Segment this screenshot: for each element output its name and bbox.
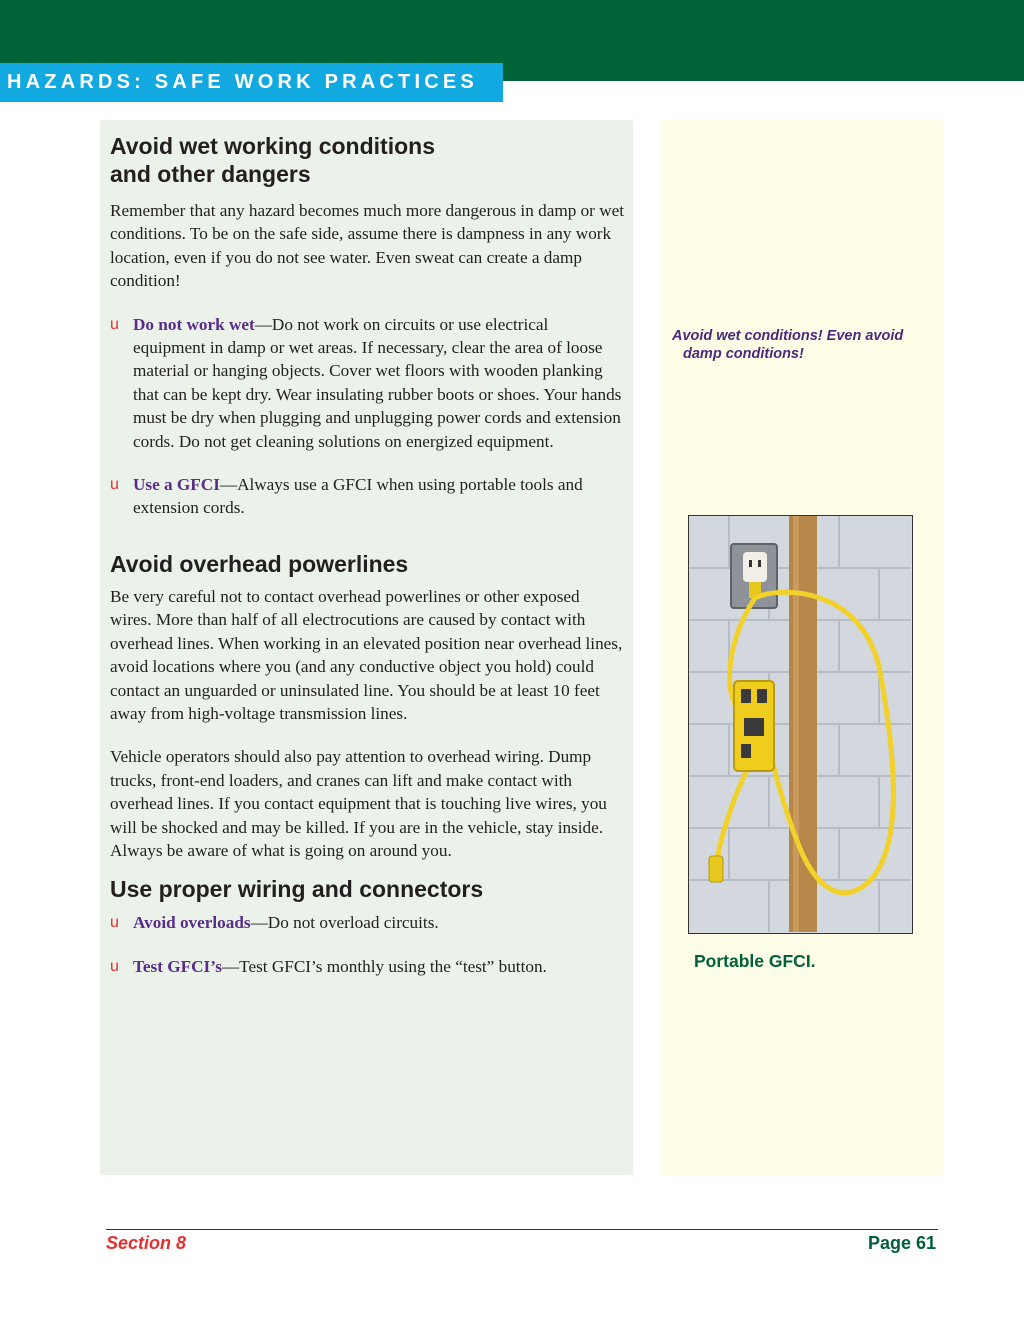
bullet-text: —Do not overload circuits. [250, 913, 439, 933]
callout-line-1: Avoid wet conditions! Even avoid [672, 328, 904, 344]
footer-page-number: Page 61 [867, 1233, 936, 1253]
section-title-tab: HAZARDS: SAFE WORK PRACTICES [0, 63, 503, 102]
bullet-marker: u [110, 957, 119, 975]
bullet-lead: Use a GFCI [133, 475, 220, 495]
paragraph-overhead-1: Be very careful not to contact overhead powerlines or other exposed wires. More than half of all electrocutions are caused by contact with overhead lines. When working in an elevated position near overhead lines, avoid locations where you (and any conductive object you hold) could contact an unguarded or uninsulated line. You should be at least 10 feet away from high-voltage transmission lines. [110, 586, 623, 723]
bullet-text: —Do not work on circuits or use electrical equipment in damp or wet areas. If necessary, clear the area of loose material or hanging objects. Cover wet floors with wooden planking that can be kept dry. Wear insulating rubber boots or shoes. Your hands must be dry when plugging and unplugging power cords and extension cords. Do not get cleaning solutions on energized equipment. [133, 314, 622, 451]
bullet-lead: Test GFCI’s [133, 956, 222, 976]
gfci-photo-illustration [689, 516, 911, 932]
portable-gfci-photo [688, 515, 913, 934]
footer-section-label: Section 8 [106, 1233, 187, 1253]
paragraph-overhead-2: Vehicle operators should also pay attention to overhead wiring. Dump trucks, front-end loaders, and cranes can lift and make contact with overhead lines. If you contact equipment that is touching live wires, you will be shocked and may be killed. If you are in the vehicle, stay inside. Always be aware of what is going on around you. [110, 747, 607, 860]
main-content [110, 130, 624, 978]
bullet-lead: Do not work wet [133, 314, 255, 334]
bullet-marker: u [110, 476, 119, 494]
heading-line: and other dangers [110, 161, 311, 187]
bullet-use-gfci [110, 473, 624, 520]
bullet-text: —Always use a GFCI when using portable tools and extension cords. [133, 475, 583, 518]
bullet-text: —Test GFCI’s monthly using the “test” button. [221, 956, 547, 976]
bullet-marker: u [110, 315, 119, 333]
footer-divider [106, 1229, 938, 1230]
callout-line-2: damp conditions! [683, 346, 804, 362]
sidebar-callout [672, 327, 937, 363]
photo-caption: Portable GFCI. [694, 951, 816, 971]
heading-overhead-powerlines: Avoid overhead powerlines [110, 550, 409, 577]
bullet-do-not-work-wet [110, 313, 624, 453]
bullet-avoid-overloads [110, 911, 624, 934]
heading-line: Avoid wet working conditions [110, 133, 435, 159]
heading-wet-conditions [110, 132, 624, 188]
heading-proper-wiring: Use proper wiring and connectors [110, 876, 484, 903]
paragraph-wet-intro: Remember that any hazard becomes much more dangerous in damp or wet conditions. To be on the safe side, assume there is dampness in any work location, even if you do not see water. Even sweat can create a damp condition! [110, 201, 625, 291]
bullet-test-gfci [110, 955, 624, 978]
bullet-lead: Avoid overloads [133, 913, 251, 933]
bullet-marker: u [110, 914, 119, 932]
